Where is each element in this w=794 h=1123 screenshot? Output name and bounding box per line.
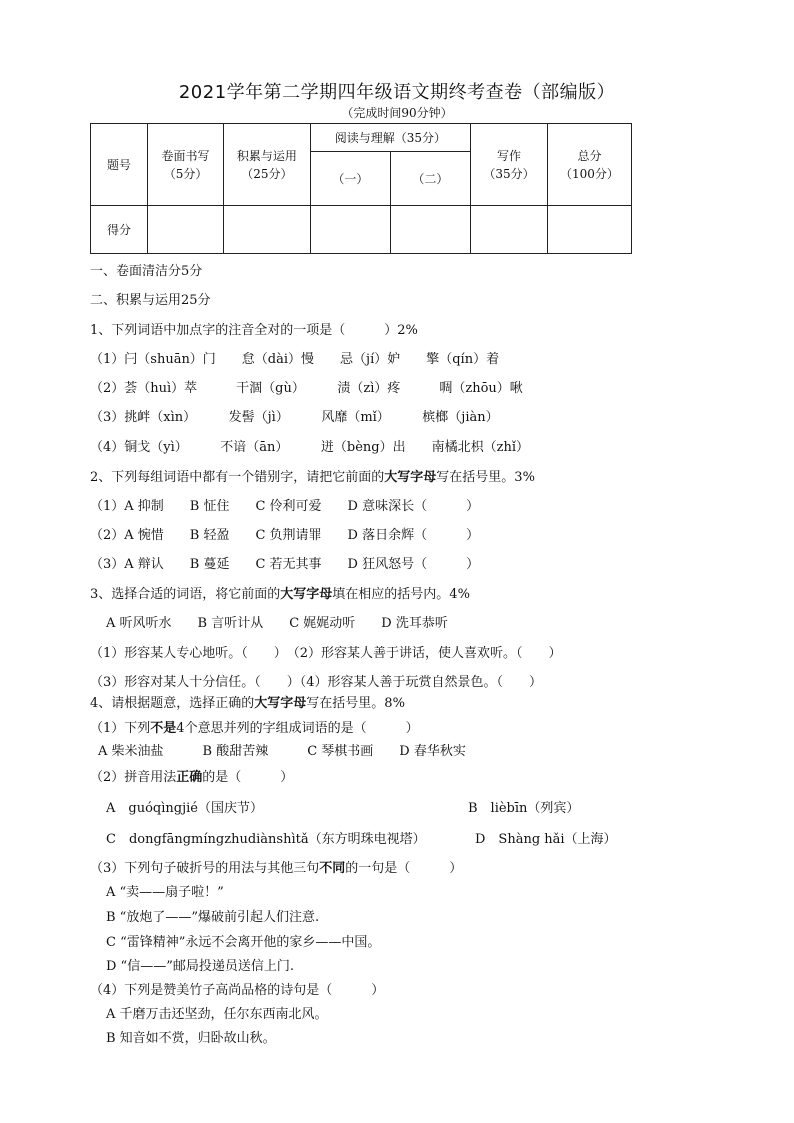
q4-stem-c: 写在括号里。8% (306, 696, 405, 711)
q4-stem-bold: 大写字母 (254, 696, 307, 711)
q4-sub2-option-a: A guóqìngjié（国庆节） (106, 801, 263, 816)
q4-sub3-option-b: B “放炮了——”爆破前引起人们注意. (106, 910, 320, 925)
page-title: 2021学年第二学期四年级语文期终考查卷（部编版） (178, 82, 616, 103)
score-header-accumulation-label: 积累与运用 (236, 148, 297, 163)
q4-sub3-option-c: C “雷锋精神”永远不会离开他的家乡——中国。 (106, 935, 381, 950)
q3-options: A 听风听水 B 言听计从 C 娓娓动听 D 洗耳恭听 (106, 616, 448, 631)
score-header-writing-label: 卷面书写 (161, 148, 210, 163)
q2-group-3: （3）A 辩认 B 蔓延 C 若无其事 D 狂风怒号（ ） (90, 557, 480, 572)
q4-sub2-option-c: C dongfāngmíngzhudiànshìtǎ（东方明珠电视塔） (106, 832, 426, 847)
q4-sub2-option-b: B lièbīn（列宾） (468, 801, 580, 816)
score-header-accumulation-points: （25分） (241, 166, 293, 181)
q4-sub4-option-a: A 千磨万击还坚劲，任尔东西南北风。 (106, 1007, 328, 1022)
score-header-reading: 阅读与理解（35分） (310, 124, 470, 152)
score-header-composition-label: 写作 (496, 148, 521, 163)
q3-item-row-2: （3）形容对某人十分信任。（ ）（4）形容某人善于玩赏自然景色。（ ） (90, 675, 543, 690)
q3-stem-c: 填在相应的括号内。4% (332, 587, 470, 602)
q2-stem-c: 写在括号里。3% (436, 470, 535, 485)
q4-sub4-option-b: B 知音如不赏，归卧故山秋。 (106, 1031, 276, 1046)
q4-sub1-bold: 不是 (150, 721, 177, 736)
q4-sub2-a: （2）拼音用法 (90, 770, 177, 785)
score-header-composition-points: （35分） (483, 166, 535, 181)
score-cell-reading-1[interactable] (310, 206, 390, 254)
q3-stem-bold: 大写字母 (280, 587, 333, 602)
q4-sub2-stem (90, 768, 293, 788)
q4-sub1-options: A 柴米油盐 B 酸甜苦辣 C 琴棋书画 D 春华秋实 (98, 744, 466, 759)
q3-item-row-1: （1）形容某人专心地听。（ ） （2）形容某人善于讲话，使人喜欢听。（ ） (90, 646, 562, 661)
section-2-heading: 二、积累与运用25分 (90, 293, 211, 308)
q2-group-2: （2）A 惋惜 B 轻盈 C 负荆请罪 D 落日余辉（ ） (90, 528, 480, 543)
score-header-composition (470, 124, 547, 206)
score-header-reading-1: （一） (310, 152, 390, 206)
q4-sub2-c: 的是（ ） (202, 770, 294, 785)
score-header-number: 题号 (91, 124, 148, 206)
q4-sub3-a: （3）下列句子破折号的用法与其他三句 (90, 861, 320, 876)
score-header-reading-2: （二） (390, 152, 470, 206)
q4-sub3-c: 的一句是（ ） (345, 861, 463, 876)
q1-option-2: （2）荟（huì）萃 干涸（gù） 渍（zì）疼 啁（zhōu）啾 (90, 381, 523, 396)
q4-sub4-stem: （4）下列是赞美竹子高尚品格的诗句是（ ） (90, 983, 385, 998)
q2-group-1: （1）A 抑制 B 怔住 C 伶利可爱 D 意味深长（ ） (90, 499, 480, 514)
q2-stem-bold: 大写字母 (384, 470, 437, 485)
q3-stem (90, 585, 470, 605)
q4-stem (90, 694, 405, 714)
page-subtitle: （完成时间90分钟） (341, 106, 453, 120)
q4-sub3-option-d: D “信——”邮局投递员送信上门. (106, 959, 294, 974)
score-cell-accumulation[interactable] (224, 206, 311, 254)
q1-option-4: （4）铜戈（yì） 不谙（ān） 迸（bèng）出 南橘北枳（zhǐ） (90, 440, 529, 455)
q4-sub3-option-a: A “卖——扇子啦！” (106, 885, 224, 900)
q2-stem (90, 468, 535, 488)
q4-sub1-a: （1）下列 (90, 721, 151, 736)
q4-sub3-stem (90, 859, 462, 879)
q1-stem: 1、下列词语中加点字的注音全对的一项是（ ）2% (90, 323, 418, 338)
score-cell-reading-2[interactable] (390, 206, 470, 254)
q4-sub1-c: 4个意思并列的字组成词语的是（ ） (176, 721, 419, 736)
q4-sub2-bold: 正确 (176, 770, 203, 785)
q4-sub2-option-d: D Shàng hǎi（上海） (475, 832, 617, 847)
q4-sub3-bold: 不同 (319, 861, 346, 876)
score-header-total-points: （100分） (560, 166, 619, 181)
score-header-total-label: 总分 (577, 148, 602, 163)
score-cell-writing[interactable] (148, 206, 224, 254)
score-header-total (547, 124, 631, 206)
q2-stem-a: 2、下列每组词语中都有一个错别字，请把它前面的 (90, 470, 385, 485)
q3-stem-a: 3、选择合适的词语，将它前面的 (90, 587, 281, 602)
score-header-writing-points: （5分） (163, 166, 208, 181)
q1-option-1: （1）闩（shuān）门 怠（dài）慢 忌（jí）妒 擎（qín）着 (90, 352, 500, 367)
score-header-accumulation (224, 124, 311, 206)
section-1-heading: 一、卷面清洁分5分 (90, 264, 203, 279)
q4-sub1-stem (90, 719, 419, 739)
q1-option-3: （3）挑衅（xìn） 发髻（jì） 风靡（mǐ） 槟榔（jiàn） (90, 410, 499, 425)
score-row-label: 得分 (91, 206, 148, 254)
score-cell-composition[interactable] (470, 206, 547, 254)
score-header-writing (148, 124, 224, 206)
q4-stem-a: 4、请根据题意，选择正确的 (90, 696, 255, 711)
score-cell-total[interactable] (547, 206, 631, 254)
score-table (90, 123, 632, 254)
